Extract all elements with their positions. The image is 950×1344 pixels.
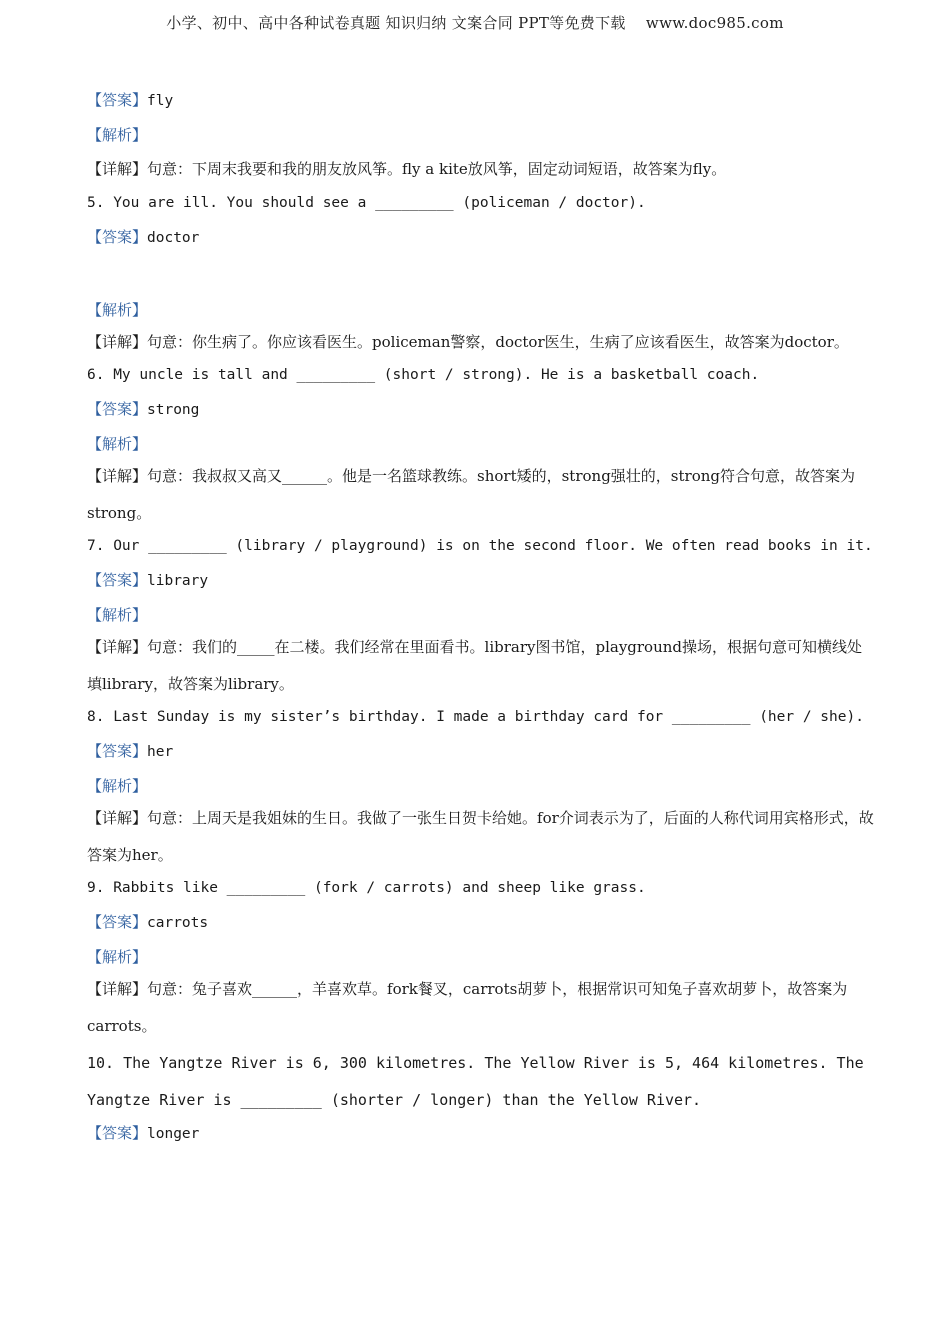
answer-label: 【答案】 bbox=[87, 91, 148, 109]
analysis-label: 【解析】 bbox=[87, 435, 148, 453]
answer-label: 【答案】 bbox=[87, 400, 148, 418]
detail-text: 句意：我叔叔又高又______。他是一名篮球教练。short矮的，strong强壮的，strong符合句意，故答案为strong。 bbox=[87, 467, 855, 522]
answer-label: 【答案】 bbox=[87, 228, 148, 246]
analysis-label-line bbox=[87, 601, 877, 629]
analysis-label: 【解析】 bbox=[87, 301, 148, 319]
answer-value: strong bbox=[147, 402, 200, 418]
answer-label: 【答案】 bbox=[87, 1124, 148, 1142]
detail-label: 【详解】 bbox=[87, 467, 148, 485]
detail-label: 【详解】 bbox=[87, 638, 148, 656]
answer-line bbox=[87, 86, 877, 115]
detail-text: 句意：你生病了。你应该看医生。policeman警察，doctor医生，生病了应该看医生，故答案为doctor。 bbox=[147, 333, 849, 351]
answer-value: carrots bbox=[147, 915, 209, 931]
detail-paragraph bbox=[87, 324, 877, 361]
answer-label: 【答案】 bbox=[87, 571, 148, 589]
question-9: 9. Rabbits like _________ (fork / carrots) and sheep like grass. bbox=[87, 880, 646, 896]
answer-value: doctor bbox=[147, 230, 200, 246]
answer-value: library bbox=[147, 573, 209, 589]
analysis-label-line bbox=[87, 430, 877, 458]
detail-paragraph bbox=[87, 458, 877, 532]
answer-label: 【答案】 bbox=[87, 913, 148, 931]
answer-line bbox=[87, 908, 877, 937]
analysis-label: 【解析】 bbox=[87, 948, 148, 966]
question-10-line-2: Yangtze River is _________ (shorter / longer) than the Yellow River. bbox=[87, 1091, 702, 1109]
answer-value: fly bbox=[147, 93, 174, 109]
analysis-label-line bbox=[87, 296, 877, 324]
answer-line bbox=[87, 223, 877, 252]
detail-text: 句意：兔子喜欢______，羊喜欢草。fork餐叉，carrots胡萝卜，根据常识可知兔子喜欢胡萝卜，故答案为carrots。 bbox=[87, 980, 848, 1035]
detail-paragraph bbox=[87, 971, 877, 1045]
question-5: 5. You are ill. You should see a _________ (policeman / doctor). bbox=[87, 195, 646, 211]
analysis-label-line bbox=[87, 121, 877, 149]
analysis-label-line bbox=[87, 943, 877, 971]
page-header: 小学、初中、高中各种试卷真题 知识归纳 文案合同 PPT等免费下载 www.doc985.com bbox=[166, 14, 784, 32]
document-body bbox=[87, 86, 877, 1148]
detail-paragraph bbox=[87, 629, 877, 703]
detail-label: 【详解】 bbox=[87, 333, 148, 351]
analysis-label: 【解析】 bbox=[87, 126, 148, 144]
analysis-label-line bbox=[87, 772, 877, 800]
answer-label: 【答案】 bbox=[87, 742, 148, 760]
answer-line bbox=[87, 395, 877, 424]
question-6: 6. My uncle is tall and _________ (short / strong). He is a basketball coach. bbox=[87, 367, 760, 383]
answer-value: longer bbox=[147, 1126, 200, 1142]
question-7: 7. Our _________ (library / playground) is on the second floor. We often read books in it. bbox=[87, 538, 873, 554]
detail-label: 【详解】 bbox=[87, 980, 148, 998]
analysis-label: 【解析】 bbox=[87, 606, 148, 624]
answer-line bbox=[87, 566, 877, 595]
detail-text: 句意：下周末我要和我的朋友放风筝。fly a kite放风筝，固定动词短语，故答案为fly。 bbox=[147, 160, 727, 178]
detail-label: 【详解】 bbox=[87, 809, 148, 827]
question-8: 8. Last Sunday is my sister’s birthday. I made a birthday card for _________ (her / she). bbox=[87, 709, 864, 725]
detail-text: 句意：我们的_____在二楼。我们经常在里面看书。library图书馆，playground操场，根据句意可知横线处填library，故答案为library。 bbox=[87, 638, 863, 693]
detail-paragraph bbox=[87, 800, 877, 874]
detail-label: 【详解】 bbox=[87, 160, 148, 178]
answer-value: her bbox=[147, 744, 174, 760]
detail-text: 句意：上周天是我姐妹的生日。我做了一张生日贺卡给她。for介词表示为了，后面的人称代词用宾格形式，故答案为her。 bbox=[87, 809, 874, 864]
question-10-line-1: 10. The Yangtze River is 6, 300 kilometres. The Yellow River is 5, 464 kilometres. The bbox=[87, 1054, 864, 1072]
detail-line bbox=[87, 155, 877, 183]
answer-line bbox=[87, 1119, 877, 1148]
analysis-label: 【解析】 bbox=[87, 777, 148, 795]
answer-line bbox=[87, 737, 877, 766]
